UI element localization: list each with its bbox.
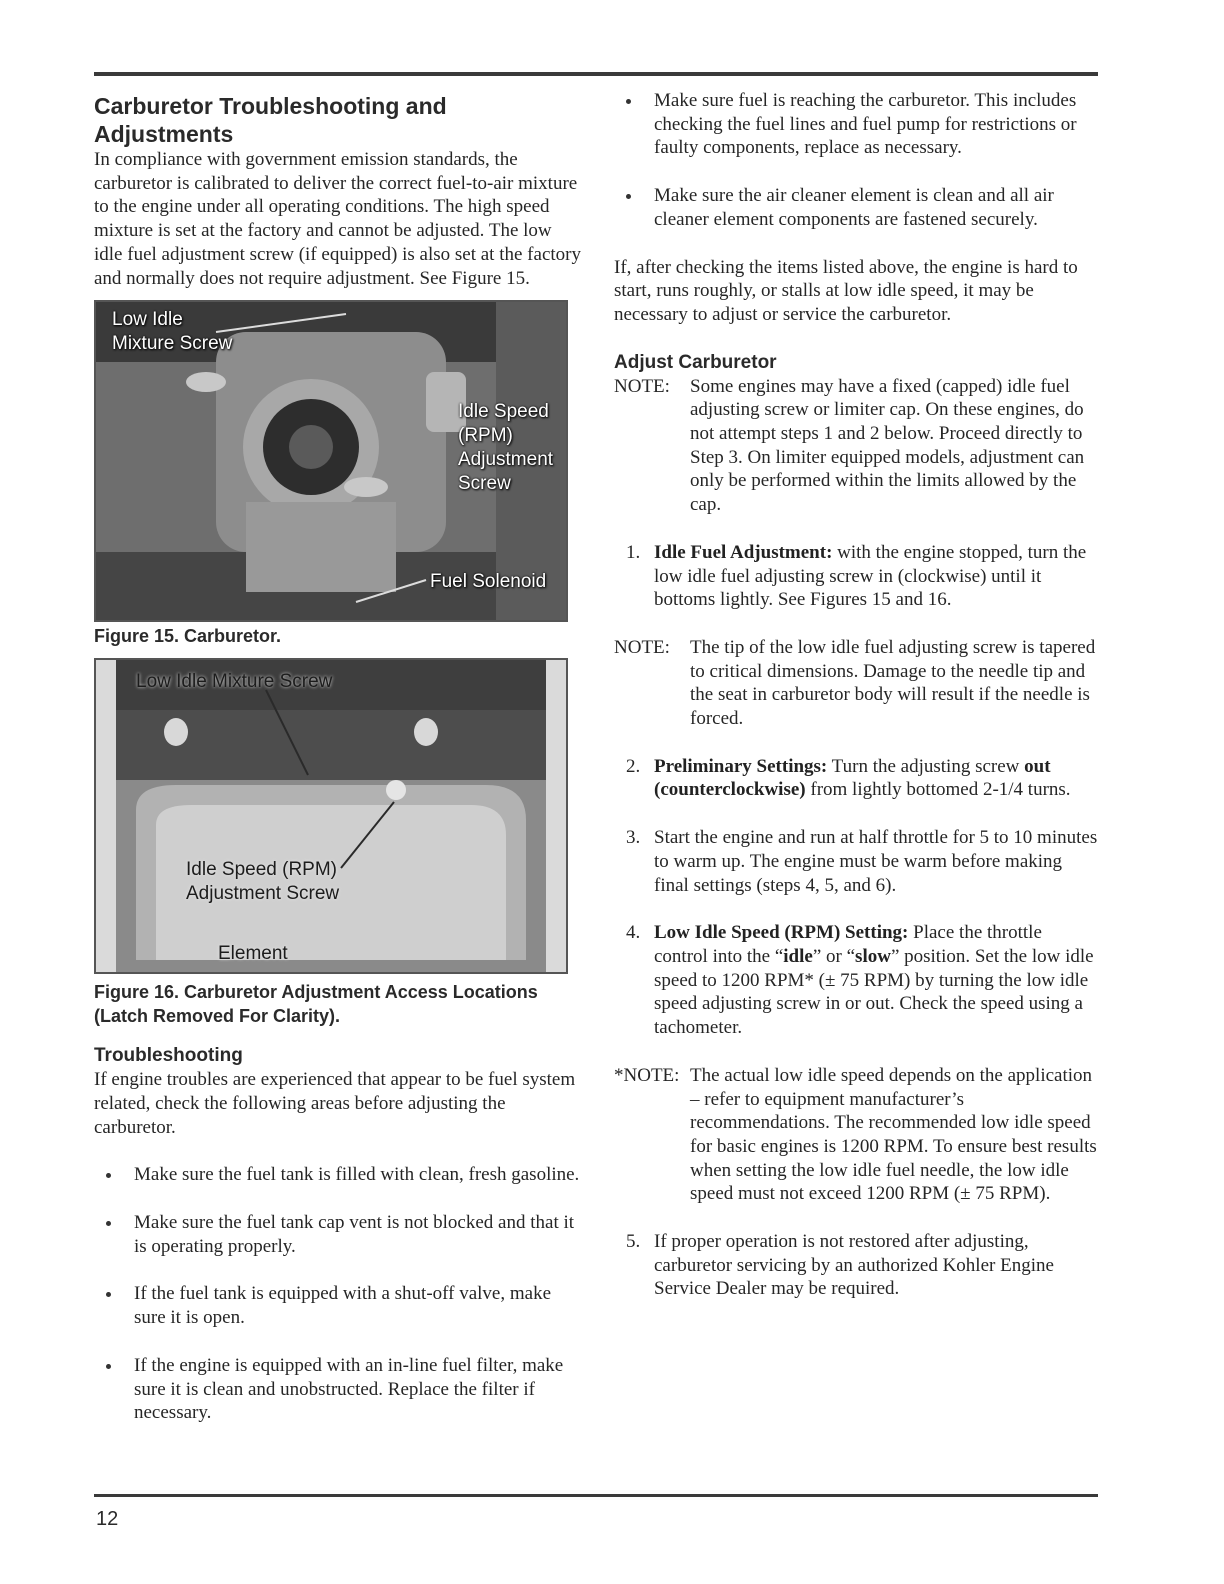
label-adjustment: Adjustment: [458, 449, 554, 471]
note-text: The actual low idle speed depends on the application – refer to equipment manufacturer’s recommendations. The recommended low idle speed for basic engines is 1200 RPM. To ensure best results when setting the low idle fuel needle, the low idle speed must not exceed 1200 RPM (± 75 RPM).: [690, 1064, 1097, 1205]
step-number: 4.: [626, 922, 641, 944]
bullet-text: Make sure the fuel tank cap vent is not blocked and that it is operating properly.: [134, 1212, 575, 1257]
list-item: [94, 1354, 584, 1425]
label-idle-speed-rpm: Idle Speed (RPM): [186, 859, 338, 881]
bullet-icon: [106, 1364, 111, 1369]
step-number: 2.: [626, 755, 641, 777]
step-number: 5.: [626, 1231, 641, 1253]
step-number: 3.: [626, 827, 641, 849]
label-adjustment-screw: Adjustment Screw: [186, 883, 340, 905]
figure-16-caption: Figure 16. Carburetor Adjustment Access Locations (Latch Removed For Clarity).: [94, 982, 538, 1027]
troubleshooting-intro: If engine troubles are experienced that appear to be fuel system related, check the following areas before adjusting the carburetor.: [94, 1069, 576, 1138]
figure-16-photo: [94, 658, 568, 974]
page-number: 12: [96, 1508, 119, 1530]
step-text: If proper operation is not restored after adjusting, carburetor servicing by an authorized Kohler Engine Service Dealer may be required.: [654, 1231, 1054, 1300]
step-text: with the engine stopped, turn the low idle fuel adjusting screw in (clockwise) until it bottoms lightly. See Figures 15 and 16.: [654, 541, 1087, 611]
figure-15-caption: Figure 15. Carburetor.: [94, 626, 282, 647]
step-1: [614, 541, 1099, 612]
troubleshooting-checklist-continued: [614, 89, 1099, 232]
step-4: [614, 921, 1099, 1040]
label-fuel-solenoid: Fuel Solenoid: [430, 571, 547, 593]
list-item: [94, 1163, 584, 1187]
label-element: Element: [218, 943, 288, 965]
section-title: Carburetor Troubleshooting and Adjustments: [94, 93, 447, 147]
bullet-icon: [626, 194, 631, 199]
intro-paragraph: In compliance with government emission standards, the carburetor is calibrated to deliver the correct fuel-to-air mixture to the engine under all operating conditions. The high speed mixture is set at the factory and cannot be adjusted. The low idle fuel adjustment screw (if equipped) is also set at the factory and normally does not require adjustment. See Figure 15.: [94, 149, 581, 289]
bullet-icon: [106, 1173, 111, 1178]
note-text: The tip of the low idle fuel adjusting screw is tapered to critical dimensions. Damage to the needle tip and the seat in carburetor body will result if the needle is forced.: [690, 636, 1096, 730]
step-text: ” position. Set the low idle speed to 1200 RPM* (± 75 RPM) by turning the low idle speed adjusting screw in or out. Check the speed using a tachometer.: [654, 945, 1094, 1039]
step-5: [614, 1230, 1099, 1301]
bullet-text: Make sure fuel is reaching the carburetor. This includes checking the fuel lines and fuel pump for restrictions or faulty components, replace as necessary.: [654, 90, 1077, 159]
adjust-carburetor-heading: Adjust Carburetor: [614, 351, 777, 373]
step-2: [614, 755, 1099, 802]
troubleshooting-heading: Troubleshooting: [94, 1045, 243, 1067]
note-text: Some engines may have a fixed (capped) idle fuel adjusting screw or limiter cap. On these engines, do not attempt steps 1 and 2 below. Proceed directly to Step 3. On limiter equipped models, adjustment can only be performed within the limits allowed by the cap.: [690, 375, 1085, 516]
bullet-text: Make sure the fuel tank is filled with clean, fresh gasoline.: [134, 1164, 580, 1186]
list-item: [614, 184, 1099, 231]
note-limiter-cap: [614, 375, 1099, 517]
note-tag: NOTE:: [614, 375, 670, 397]
top-rule: [94, 72, 1098, 76]
step-text: Start the engine and run at half throttle for 5 to 10 minutes to warm up. The engine must be warm before making final settings (steps 4, 5, and 6).: [654, 827, 1098, 896]
label-mixture-screw: Mixture Screw: [112, 333, 233, 355]
list-item: [614, 89, 1099, 160]
figure-15-photo: [94, 300, 568, 622]
label-idle-speed: Idle Speed: [458, 401, 549, 423]
left-column: [94, 88, 584, 1425]
note-needle-tip: [614, 636, 1099, 731]
step-title: Low Idle Speed (RPM) Setting:: [654, 922, 909, 944]
list-item: [94, 1211, 584, 1258]
bullet-text: If the engine is equipped with an in-line fuel filter, make sure it is clean and unobstructed. Replace the filter if necessary.: [134, 1354, 564, 1424]
bottom-rule: [94, 1494, 1098, 1497]
step-3: [614, 826, 1099, 897]
label-screw: Screw: [458, 473, 511, 495]
note-low-idle-speed: [614, 1064, 1099, 1206]
label-rpm: (RPM): [458, 425, 513, 447]
list-item: [94, 1282, 584, 1329]
step-emphasis: slow: [855, 945, 891, 967]
air-cleaner-photo-graphic: [96, 660, 566, 972]
label-low-idle-mixture-screw: Low Idle Mixture Screw: [136, 671, 333, 693]
note-tag: *NOTE:: [614, 1064, 680, 1086]
step-title: Preliminary Settings:: [654, 755, 828, 777]
step-text: from lightly bottomed 2-1/4 turns.: [805, 779, 1071, 801]
bullet-icon: [106, 1292, 111, 1297]
label-low-idle: Low Idle: [112, 309, 183, 331]
troubleshooting-after: If, after checking the items listed above, the engine is hard to start, runs roughly, or stalls at low idle speed, it may be necessary to adjust or service the carburetor.: [614, 256, 1078, 325]
bullet-text: Make sure the air cleaner element is clean and all air cleaner element components are fastened securely.: [654, 185, 1054, 230]
step-text: ” or “: [812, 945, 856, 967]
bullet-text: If the fuel tank is equipped with a shut-off valve, make sure it is open.: [134, 1283, 551, 1329]
bullet-icon: [626, 99, 631, 104]
step-emphasis: idle: [783, 945, 813, 967]
bullet-icon: [106, 1221, 111, 1226]
step-emphasis: out (counterclockwise): [654, 755, 1051, 801]
step-text: Turn the adjusting screw: [827, 755, 1025, 777]
step-title: Idle Fuel Adjustment:: [654, 541, 833, 563]
step-text: Place the throttle control into the “: [654, 922, 1042, 967]
right-column: [614, 88, 1099, 1301]
step-number: 1.: [626, 541, 641, 563]
troubleshooting-checklist: [94, 1163, 584, 1425]
note-tag: NOTE:: [614, 636, 670, 658]
